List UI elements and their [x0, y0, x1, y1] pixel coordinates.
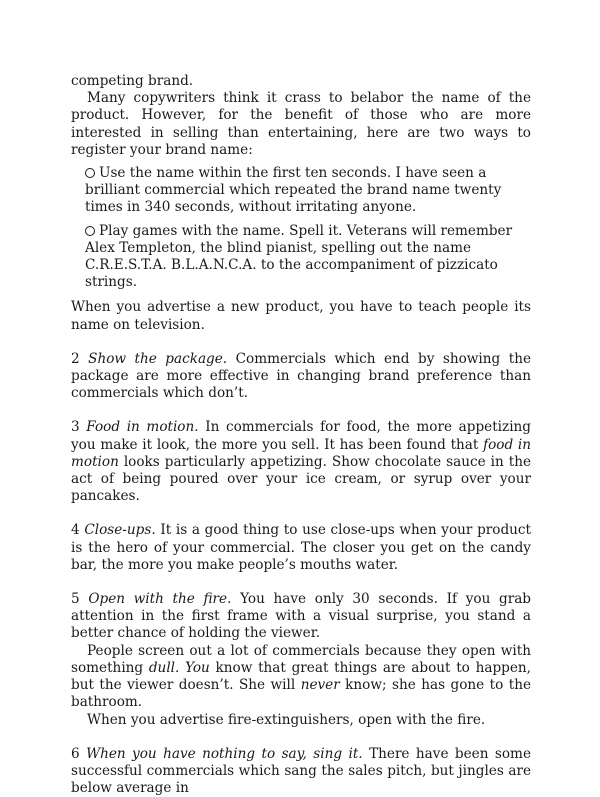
- section-4-text: It is a good thing to use close-ups when your product is the hero of your commercial. The closer you get on the candy bar, the more you make people’s mouths water.: [71, 522, 531, 573]
- paragraph-competing-brand: competing brand.: [71, 73, 194, 89]
- section-5-number: 5: [71, 591, 80, 608]
- circle-bullet-icon: [85, 168, 95, 178]
- section-5-p2-text-a: People screen out a lot of commercials because they open with something: [71, 642, 531, 676]
- section-6: [71, 746, 531, 797]
- section-5-p2-text-d: know; she has gone to the bathroom.: [71, 677, 532, 711]
- section-6-number: 6: [71, 745, 80, 762]
- section-5-text: You have only 30 seconds. If you grab attention in the first frame with a visual surprise, you stand a better chance of holding the viewer.: [71, 591, 532, 642]
- section-4-number: 4: [71, 522, 80, 539]
- section-3-emphasis: food in motion: [71, 436, 531, 470]
- section-2-number: 2: [71, 350, 80, 367]
- section-5-p2-text-c: know that great things are about to happen, but the viewer doesn’t. She will: [71, 659, 531, 694]
- section-5-paragraph-2: [71, 643, 531, 712]
- section-6-text: There have been some successful commercials which sang the sales pitch, but jingles are below average in: [71, 745, 531, 797]
- section-6-title: When you have nothing to say, sing it.: [86, 745, 363, 762]
- section-2-text: Commercials which end by showing the package are more effective in changing brand preference than commercials which don’t.: [71, 350, 531, 402]
- section-3: [71, 419, 531, 505]
- section-5-paragraph-3: When you advertise fire-extinguishers, open with the fire.: [87, 711, 486, 728]
- paragraph-advertise-new-product: When you advertise a new product, you have to teach people its name on television.: [71, 299, 531, 333]
- document-page: [71, 73, 531, 797]
- bullet-item-1: [85, 165, 531, 217]
- section-4: [71, 522, 531, 574]
- bullet-item-2: [85, 223, 531, 292]
- section-5-title: Open with the fire.: [88, 591, 232, 608]
- section-3-number: 3: [71, 419, 80, 436]
- section-5-p2-you: You: [185, 659, 210, 676]
- circle-bullet-icon: [85, 226, 95, 236]
- section-2-title: Show the package.: [88, 350, 228, 367]
- section-4-title: Close-ups.: [84, 522, 156, 539]
- section-5-p2-never: never: [300, 677, 340, 694]
- section-2: [71, 351, 531, 403]
- bullet-item-2-text: Play games with the name. Spell it. Veterans will remember Alex Templeton, the blind pianist, spelling out the name C.R.E.S.T.A. B.L.A.N.C.A. to the accompaniment of pizzicato strings.: [85, 222, 513, 291]
- paragraph-copywriters: Many copywriters think it crass to belabor the name of the product. However, for the benefit of those who are more interested in selling than entertaining, here are two ways to register your brand name:: [71, 90, 531, 158]
- section-5: [71, 591, 531, 643]
- section-3-title: Food in motion.: [86, 419, 199, 436]
- bullet-item-1-text: Use the name within the first ten seconds. I have seen a brilliant commercial which repeated the brand name twenty times in 340 seconds, without irritating anyone.: [85, 165, 502, 216]
- section-3-text-2: looks particularly appetizing. Show chocolate sauce in the act of being poured over your ice cream, or syrup over your pancakes.: [71, 453, 531, 505]
- section-3-text-1: In commercials for food, the more appetizing you make it look, the more you sell. It has been found that: [71, 419, 531, 453]
- section-5-p2-dull: dull.: [148, 659, 180, 676]
